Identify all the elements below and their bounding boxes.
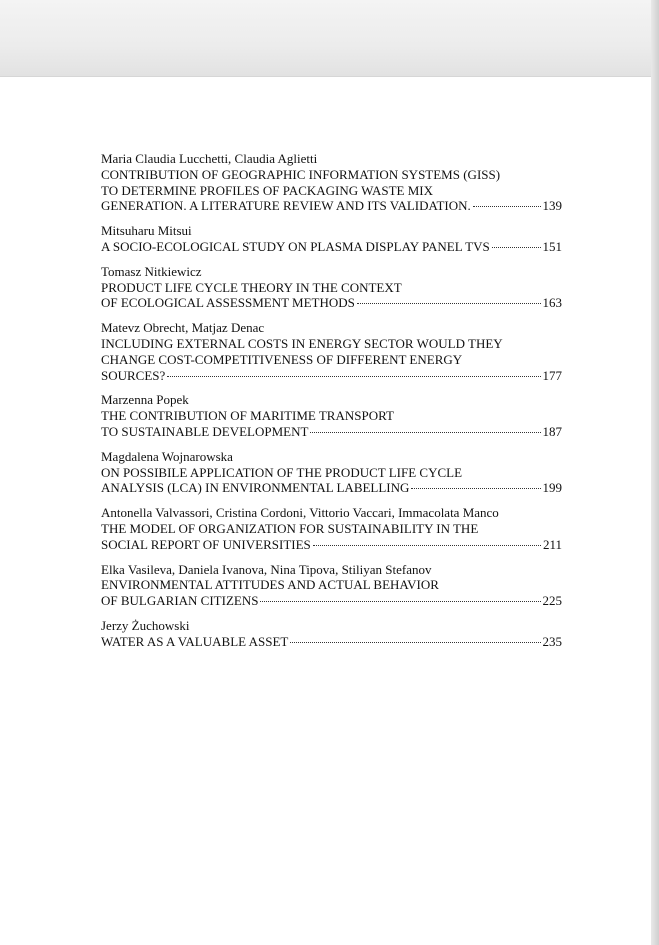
toc-entry-last-line xyxy=(101,368,562,384)
dot-leader xyxy=(260,601,540,602)
toc-entry xyxy=(101,562,562,609)
dot-leader xyxy=(310,432,540,433)
toc-entry-title-line: A SOCIO-ECOLOGICAL STUDY ON PLASMA DISPLAY PANEL TVS xyxy=(101,238,490,254)
toc-entry-page-number: 225 xyxy=(542,593,562,609)
toc-entry-last-line xyxy=(101,537,562,553)
toc-entry-title-line: OF BULGARIAN CITIZENS xyxy=(101,593,259,609)
toc-entry-title-line: TO DETERMINE PROFILES OF PACKAGING WASTE MIX xyxy=(101,182,434,198)
toc-entry-title-line: THE MODEL OF ORGANIZATION FOR SUSTAINABILITY IN THE xyxy=(101,520,479,536)
toc-entry xyxy=(101,392,562,439)
dot-leader xyxy=(492,247,541,248)
toc-entry-title-line: WATER AS A VALUABLE ASSET xyxy=(101,633,289,649)
toc-entry-title-line: ENVIRONMENTAL ATTITUDES AND ACTUAL BEHAVIOR xyxy=(101,577,439,593)
toc-entry-title-line: TO SUSTAINABLE DEVELOPMENT xyxy=(101,423,309,439)
toc-entry-authors: Jerzy Żuchowski xyxy=(101,617,190,633)
toc-entry xyxy=(101,223,562,255)
toc-entry-page-number: 177 xyxy=(542,367,562,383)
toc-entry-authors: Tomasz Nitkiewicz xyxy=(101,263,202,279)
toc-entry-page-number: 151 xyxy=(542,238,562,254)
dot-leader xyxy=(473,206,541,207)
toc-entry xyxy=(101,449,562,496)
toc-entry-title-line: GENERATION. A LITERATURE REVIEW AND ITS VALIDATION. xyxy=(101,198,471,214)
toc-entry-title-line: INCLUDING EXTERNAL COSTS IN ENERGY SECTOR WOULD THEY xyxy=(101,335,503,351)
dot-leader xyxy=(357,303,541,304)
toc-entry-authors: Mitsuharu Mitsui xyxy=(101,223,192,239)
toc-entry-title-line: THE CONTRIBUTION OF MARITIME TRANSPORT xyxy=(101,408,394,424)
toc-entry-authors: Antonella Valvassori, Cristina Cordoni, Vittorio Vaccari, Immacolata Manco xyxy=(101,505,499,521)
toc-entry-authors: Magdalena Wojnarowska xyxy=(101,448,233,464)
toc-entry-authors: Marzenna Popek xyxy=(101,392,189,408)
toc-entry-last-line xyxy=(101,295,562,311)
toc-entry-last-line xyxy=(101,198,562,214)
dot-leader xyxy=(167,376,540,377)
toc-entry-page-number: 235 xyxy=(542,633,562,649)
dot-leader xyxy=(313,545,541,546)
toc-entry-title-line: SOCIAL REPORT OF UNIVERSITIES xyxy=(101,536,311,552)
toc-entry-page-number: 199 xyxy=(542,480,562,496)
toc-entry xyxy=(101,151,562,214)
toc-entry-title-line: ANALYSIS (LCA) IN ENVIRONMENTAL LABELLING xyxy=(101,480,410,496)
toc-entry-authors: Maria Claudia Lucchetti, Claudia Aglietti xyxy=(101,151,318,166)
toc-entry-authors: Matevz Obrecht, Matjaz Denac xyxy=(101,320,265,336)
toc-entry xyxy=(101,505,562,552)
toc-entry-title-line: CHANGE COST-COMPETITIVENESS OF DIFFERENT ENERGY xyxy=(101,351,463,367)
dot-leader xyxy=(290,642,540,643)
toc-entry xyxy=(101,618,562,650)
toc-entry-last-line xyxy=(101,480,562,496)
toc-entry-page-number: 187 xyxy=(542,423,562,439)
toc-entry xyxy=(101,264,562,311)
toc-entry-authors: Elka Vasileva, Daniela Ivanova, Nina Tipova, Stiliyan Stefanov xyxy=(101,561,432,577)
table-of-contents xyxy=(101,151,562,659)
toc-entry-last-line xyxy=(101,593,562,609)
toc-entry xyxy=(101,320,562,383)
toc-entry-title-line: CONTRIBUTION OF GEOGRAPHIC INFORMATION SYSTEMS (GISS) xyxy=(101,166,501,182)
page-top-shadow xyxy=(0,0,651,77)
page-right-edge xyxy=(651,0,659,945)
toc-entry-page-number: 211 xyxy=(542,536,562,552)
toc-entry-last-line xyxy=(101,239,562,255)
toc-entry-title-line: OF ECOLOGICAL ASSESSMENT METHODS xyxy=(101,295,355,311)
toc-entry-title-line: ON POSSIBILE APPLICATION OF THE PRODUCT LIFE CYCLE xyxy=(101,464,463,480)
toc-entry-page-number: 139 xyxy=(542,198,562,214)
toc-entry-last-line xyxy=(101,424,562,440)
dot-leader xyxy=(411,488,540,489)
toc-entry-page-number: 163 xyxy=(542,295,562,311)
toc-entry-title-line: PRODUCT LIFE CYCLE THEORY IN THE CONTEXT xyxy=(101,279,402,295)
toc-entry-title-line: SOURCES? xyxy=(101,367,166,383)
toc-entry-last-line xyxy=(101,634,562,650)
